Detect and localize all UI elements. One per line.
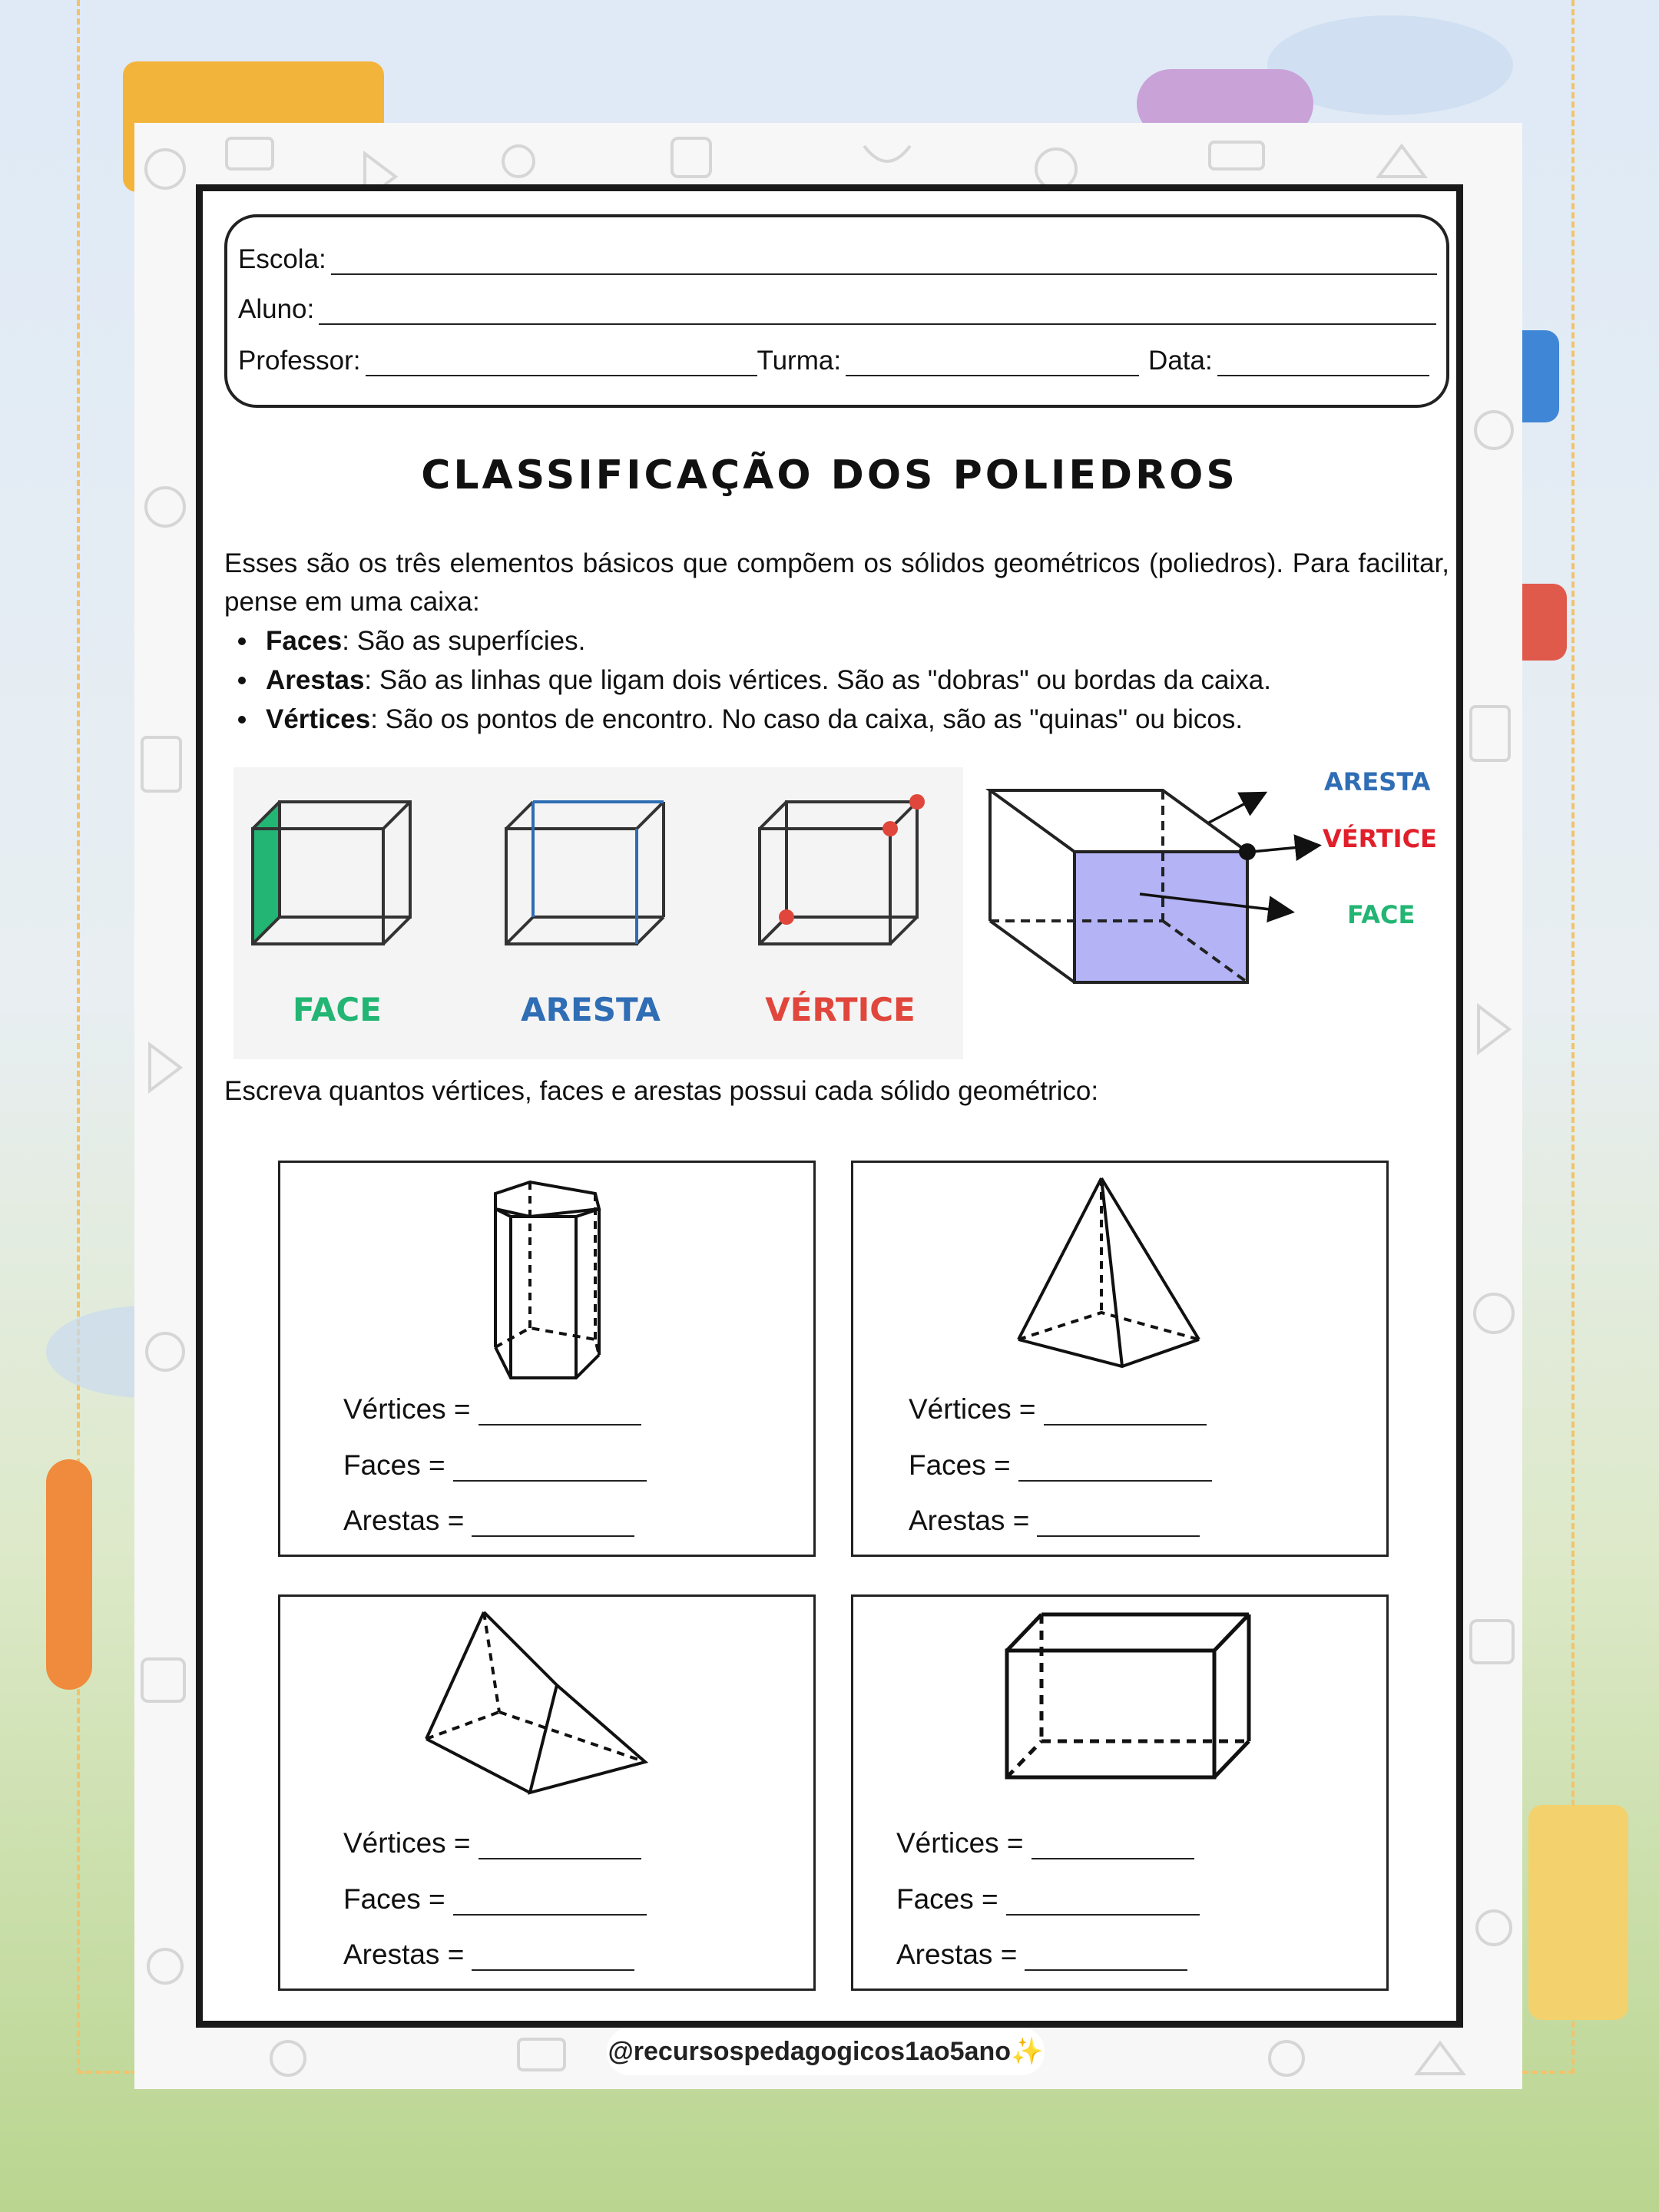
- credit-badge: @recursospedagogicos1ao5ano✨: [607, 2028, 1045, 2075]
- teacher-label: Professor:: [238, 346, 361, 376]
- exercise-card-hexagonal-prism: [278, 1161, 816, 1557]
- vertex-label: VÉRTICE: [765, 991, 916, 1028]
- faces-field: [896, 1883, 1200, 1916]
- faces-input[interactable]: [1018, 1457, 1212, 1482]
- faces-input[interactable]: [1006, 1891, 1200, 1916]
- vertices-input[interactable]: [1031, 1835, 1194, 1859]
- date-label: Data:: [1148, 346, 1213, 376]
- date-input[interactable]: [1217, 349, 1429, 376]
- teacher-input[interactable]: [366, 349, 757, 376]
- faces-label: Faces =: [343, 1883, 445, 1915]
- list-item: [224, 661, 1449, 700]
- triangular-prism-figure: [422, 1608, 661, 1808]
- school-input[interactable]: [331, 247, 1437, 275]
- box-face-label: FACE: [1347, 900, 1416, 929]
- school-line: [238, 244, 1437, 275]
- edges-input[interactable]: [1025, 1946, 1187, 1971]
- vertex-dot: [882, 821, 898, 836]
- rectangular-prism-figure: [1003, 1608, 1257, 1793]
- background-book: [1528, 1805, 1628, 2020]
- vertices-input[interactable]: [1044, 1401, 1207, 1426]
- vertex-dot: [779, 909, 794, 925]
- edges-field: [343, 1939, 634, 1971]
- edges-label: Arestas =: [343, 1939, 465, 1970]
- list-item: [224, 621, 1449, 661]
- face-label: FACE: [293, 991, 382, 1028]
- edges-input[interactable]: [472, 1946, 634, 1971]
- intro-paragraph: Esses são os três elementos básicos que compõem os sólidos geométricos (poliedros). Para facilitar, pense em uma caixa:: [224, 548, 1449, 617]
- vertices-field: [909, 1393, 1207, 1426]
- vertices-label: Vértices =: [343, 1827, 471, 1859]
- student-line: [238, 294, 1436, 325]
- list-text: : São as superfícies.: [342, 626, 586, 656]
- vertices-label: Vértices =: [896, 1827, 1024, 1859]
- class-input[interactable]: [846, 349, 1139, 376]
- hexagonal-prism-figure: [480, 1174, 618, 1382]
- vertices-field: [343, 1827, 641, 1859]
- vertices-field: [896, 1827, 1194, 1859]
- page-title: CLASSIFICAÇÃO DOS POLIEDROS: [421, 452, 1238, 498]
- box-vertex-label: VÉRTICE: [1323, 824, 1437, 853]
- faces-input[interactable]: [453, 1891, 647, 1916]
- list-item: [224, 700, 1449, 739]
- elements-diagram: [233, 767, 1462, 1059]
- edges-field: [909, 1505, 1200, 1537]
- exercise-card-rectangular-prism: [851, 1594, 1389, 1991]
- faces-label: Faces =: [909, 1449, 1011, 1481]
- faces-field: [343, 1883, 647, 1916]
- exercise-card-square-pyramid: [851, 1161, 1389, 1557]
- vertex-dot: [909, 794, 925, 810]
- vertices-label: Vértices =: [343, 1393, 471, 1425]
- box-edge-label: ARESTA: [1324, 767, 1431, 796]
- background-crayon: [46, 1459, 92, 1690]
- worksheet-frame: [196, 184, 1463, 2028]
- edges-label: Arestas =: [909, 1505, 1030, 1536]
- edges-field: [343, 1505, 634, 1537]
- vertices-input[interactable]: [478, 1835, 641, 1859]
- edges-input[interactable]: [472, 1512, 634, 1537]
- class-label: Turma:: [757, 346, 842, 376]
- edges-label: Arestas =: [343, 1505, 465, 1536]
- list-text: : São os pontos de encontro. No caso da caixa, são as "quinas" ou bicos.: [370, 704, 1243, 734]
- edges-input[interactable]: [1037, 1512, 1200, 1537]
- list-term: Arestas: [266, 665, 365, 695]
- elements-list: [224, 621, 1449, 739]
- box-face-fill: [1075, 852, 1247, 982]
- list-term: Vértices: [266, 704, 371, 734]
- faces-label: Faces =: [896, 1883, 998, 1915]
- faces-label: Faces =: [343, 1449, 445, 1481]
- school-label: Escola:: [238, 244, 326, 274]
- box-illustration: [990, 790, 1247, 982]
- list-text: : São as linhas que ligam dois vértices. São as "dobras" ou bordas da caixa.: [364, 665, 1271, 695]
- teacher-line: [238, 346, 1429, 376]
- square-pyramid-figure: [1007, 1174, 1207, 1374]
- edge-label: ARESTA: [521, 991, 661, 1028]
- student-label: Aluno:: [238, 294, 315, 324]
- faces-field: [909, 1449, 1212, 1482]
- vertices-label: Vértices =: [909, 1393, 1036, 1425]
- list-term: Faces: [266, 626, 343, 656]
- vertices-field: [343, 1393, 641, 1426]
- header-box: [224, 214, 1449, 408]
- faces-input[interactable]: [453, 1457, 647, 1482]
- vertices-input[interactable]: [478, 1401, 641, 1426]
- faces-field: [343, 1449, 647, 1482]
- exercise-card-triangular-prism: [278, 1594, 816, 1991]
- edges-field: [896, 1939, 1187, 1971]
- student-input[interactable]: [319, 297, 1436, 325]
- edges-label: Arestas =: [896, 1939, 1018, 1970]
- instruction: Escreva quantos vértices, faces e arestas possui cada sólido geométrico:: [224, 1076, 1099, 1106]
